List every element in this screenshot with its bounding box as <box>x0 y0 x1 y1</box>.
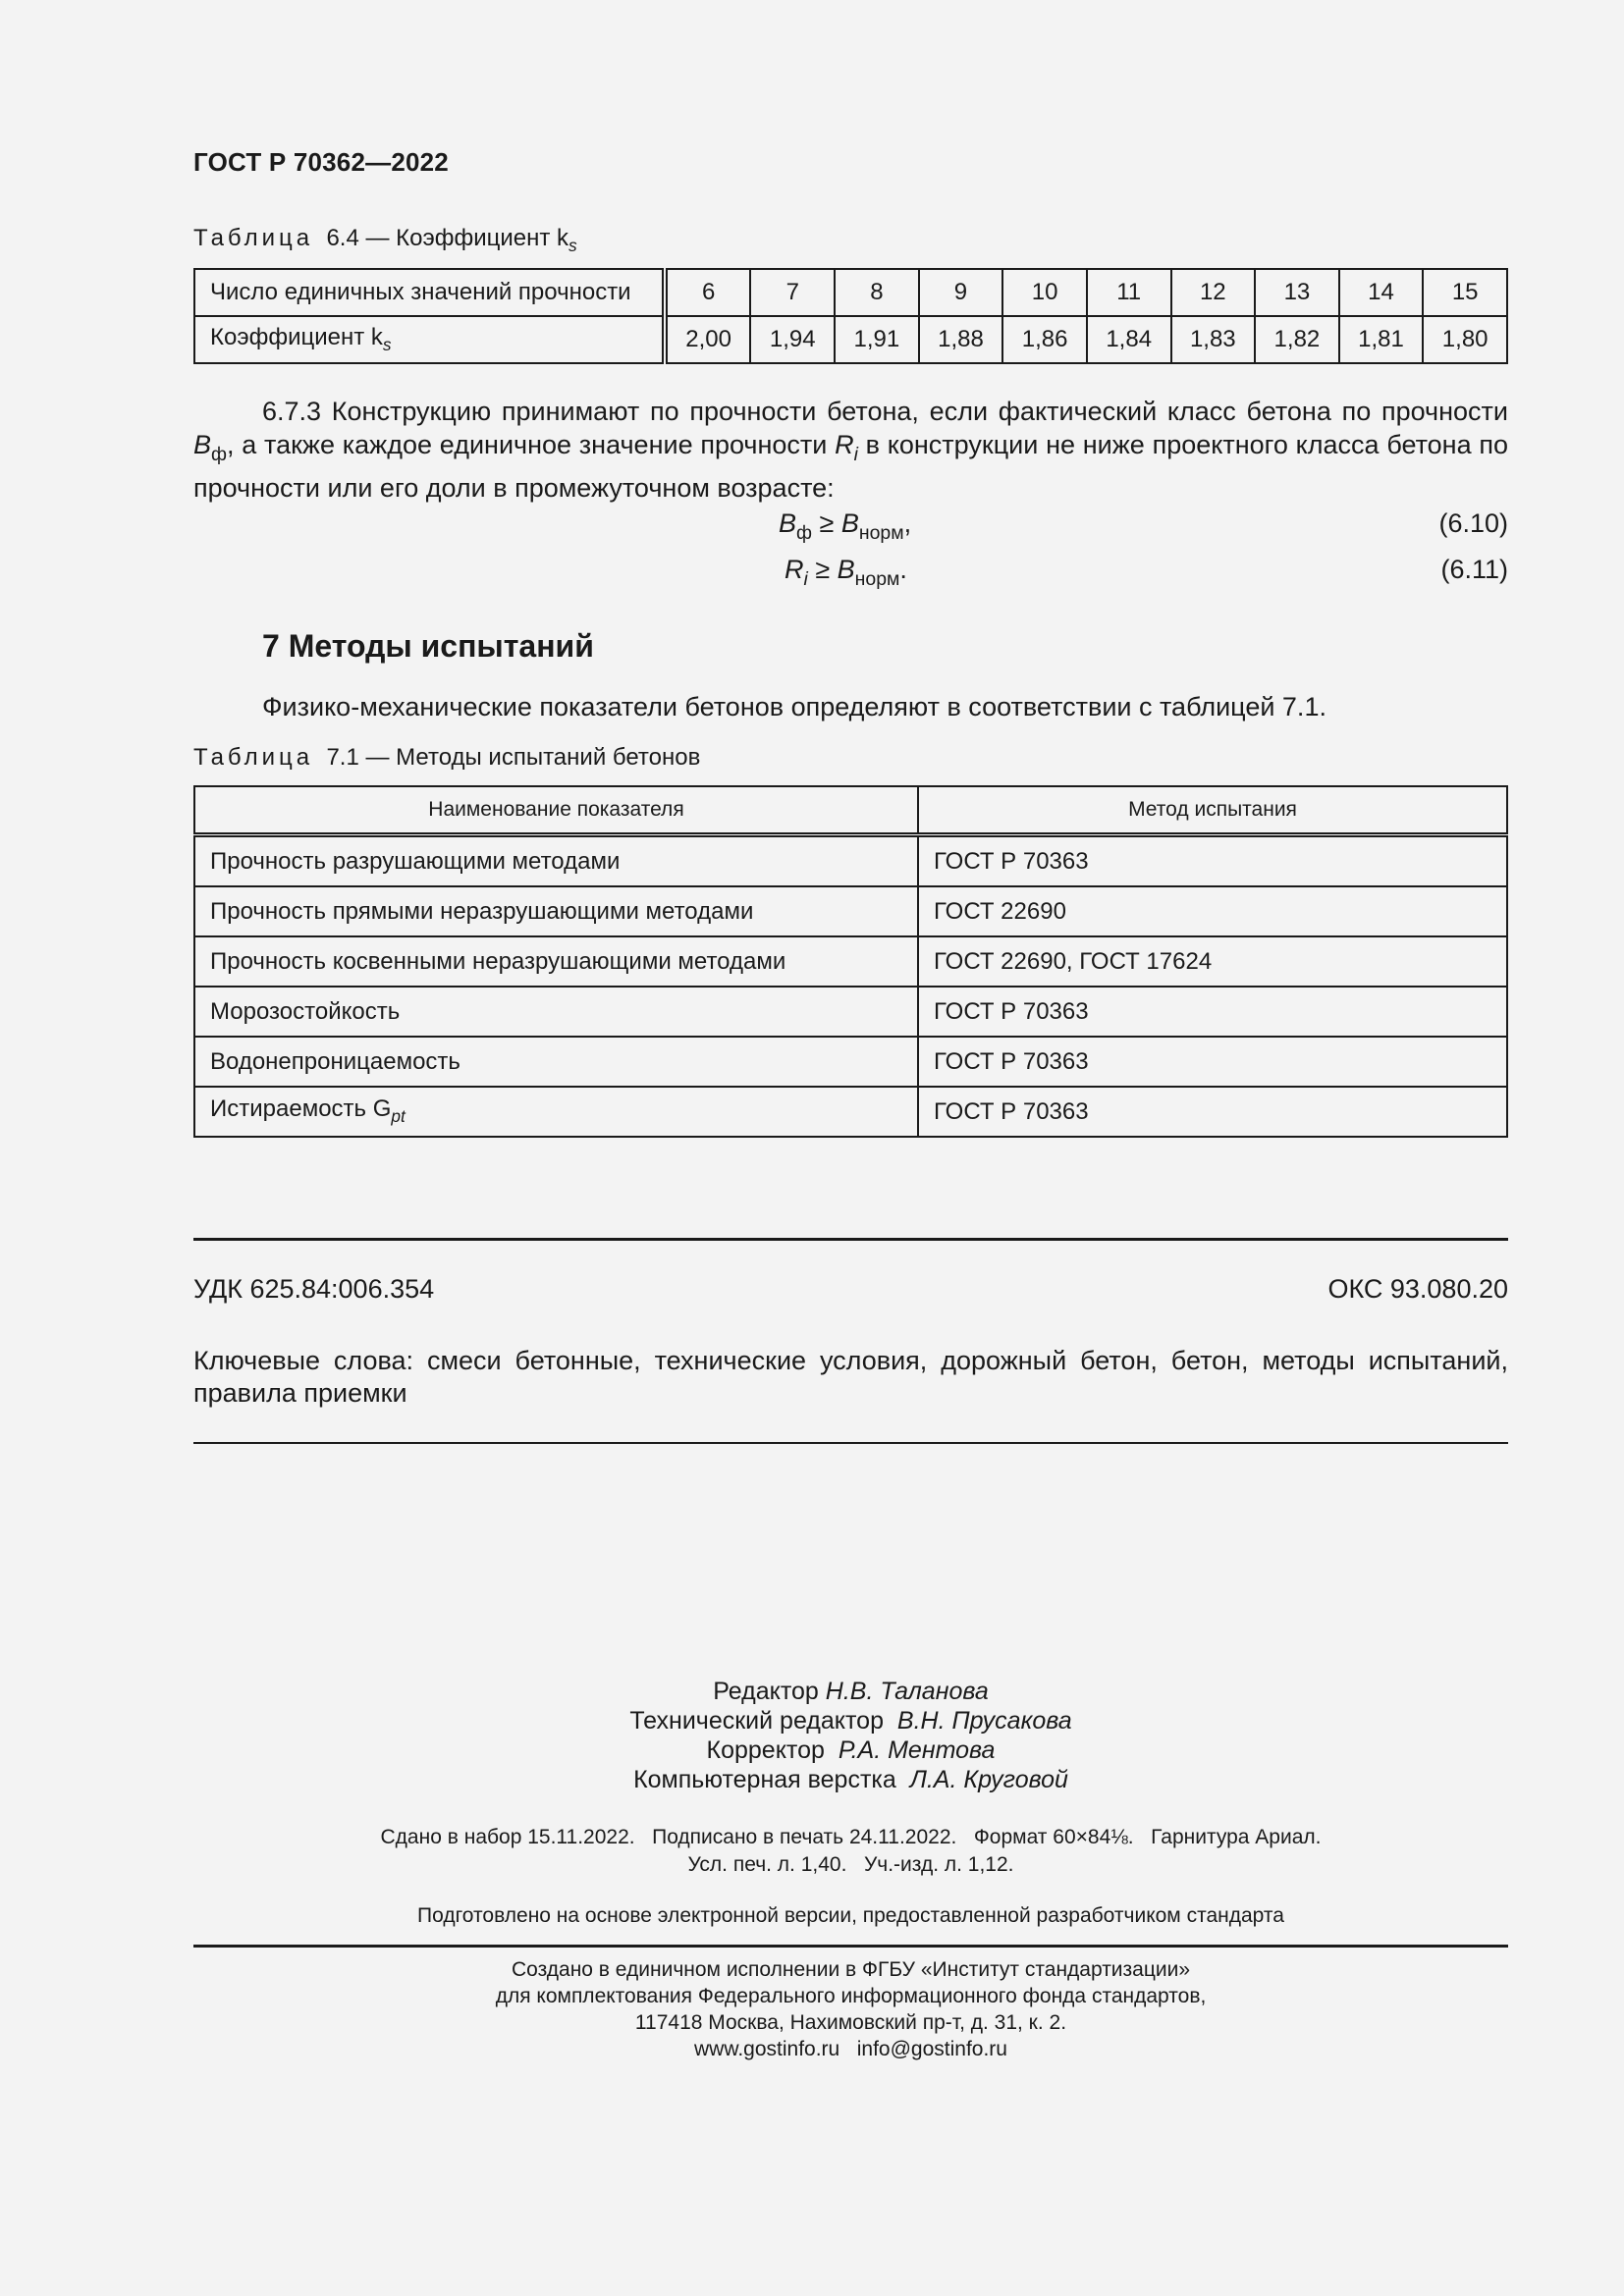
column-header: Наименование показателя <box>194 786 918 835</box>
table-cell: ГОСТ Р 70363 <box>918 987 1507 1037</box>
row-label: Коэффициент k <box>210 323 383 350</box>
table-cell: 1,81 <box>1339 316 1424 363</box>
table-cell: Прочность прямыми неразрушающими методами <box>194 886 918 936</box>
section-title: 7 Методы испытаний <box>262 628 594 664</box>
table-cell: 9 <box>919 269 1003 316</box>
formula-end: . <box>899 555 907 584</box>
staff-name: Р.А. Ментова <box>838 1736 996 1764</box>
publication-line: Усл. печ. л. 1,40. Уч.-изд. л. 1,12. <box>687 1853 1014 1876</box>
divider <box>193 1238 1508 1241</box>
staff-role: Корректор <box>706 1736 825 1764</box>
table-row <box>194 1037 1507 1087</box>
row-name-sub: pt <box>391 1106 406 1127</box>
formula-number: (6.11) <box>1440 555 1508 584</box>
table-cell: 1,82 <box>1255 316 1339 363</box>
var-b: B <box>193 430 212 459</box>
table-cell: 7 <box>750 269 835 316</box>
staff-role: Редактор <box>713 1678 819 1705</box>
table-cell: 1,88 <box>919 316 1003 363</box>
formula-lhs: B <box>779 508 797 538</box>
clause-6-7-3 <box>193 395 1508 505</box>
table-cell: Число единичных значений прочности <box>194 269 665 316</box>
table-cell <box>194 316 665 363</box>
publication-line: Сдано в набор 15.11.2022. Подписано в печать 24.11.2022. Формат 60×84⅛. Гарнитура Ариал. <box>380 1826 1322 1848</box>
staff-role: Компьютерная верстка <box>633 1766 896 1793</box>
var-r: R <box>835 430 854 459</box>
table-cell: 2,00 <box>665 316 751 363</box>
table-cell: 10 <box>1002 269 1087 316</box>
table-cell: ГОСТ Р 70363 <box>918 1087 1507 1137</box>
table-cell: ГОСТ 22690 <box>918 886 1507 936</box>
row-name: Истираемость G <box>210 1095 392 1123</box>
table-cell: 8 <box>835 269 919 316</box>
table-cell: 11 <box>1087 269 1171 316</box>
column-header: Метод испытания <box>918 786 1507 835</box>
table-cell: Водонепроницаемость <box>194 1037 918 1087</box>
table-cell: Морозостойкость <box>194 987 918 1037</box>
formula-number: (6.10) <box>1438 508 1508 538</box>
caption-text: 6.4 — Коэффициент k <box>326 225 569 251</box>
formula-6-11 <box>785 555 907 591</box>
table-cell: ГОСТ Р 70363 <box>918 1037 1507 1087</box>
publication-info <box>193 1824 1508 1879</box>
table-cell: 1,80 <box>1423 316 1507 363</box>
table-cell: 1,86 <box>1002 316 1087 363</box>
imprint-line: для комплектования Федерального информационного фонда стандартов, <box>495 1985 1207 2007</box>
formula-rhs: B <box>840 508 859 538</box>
table-cell: 15 <box>1423 269 1507 316</box>
table-cell: ГОСТ Р 70363 <box>918 835 1507 887</box>
caption-word: Таблица <box>193 744 314 771</box>
clause-text: 6.7.3 Конструкцию принимают по прочности бетона, если фактический класс бетона по прочности <box>262 397 1508 426</box>
staff-role: Технический редактор <box>629 1707 884 1735</box>
table-row <box>194 316 1507 363</box>
udk-code: УДК 625.84:006.354 <box>193 1274 435 1304</box>
caption-word: Таблица <box>193 225 314 251</box>
imprint-contacts <box>193 2036 1508 2062</box>
table-header-row <box>194 786 1507 835</box>
table-row <box>194 886 1507 936</box>
formula-op: ≥ <box>807 555 838 584</box>
formula-rhs-sub: норм <box>858 521 904 544</box>
clause-text: , а также каждое единичное значение прочности <box>227 430 836 459</box>
table-cell: ГОСТ 22690, ГОСТ 17624 <box>918 936 1507 987</box>
table-7-1 <box>193 785 1508 1138</box>
clause-text: в конструкции не ниже проектного класса бетона по прочности или его доли в промежуточном возрасте: <box>193 430 1508 503</box>
imprint-line: 117418 Москва, Нахимовский пр-т, д. 31, к. 2. <box>634 2011 1067 2034</box>
table-row <box>194 835 1507 887</box>
staff-credits <box>193 1677 1508 1794</box>
table-cell: 1,84 <box>1087 316 1171 363</box>
staff-name: Н.В. Таланова <box>825 1678 989 1705</box>
table-cell: 1,94 <box>750 316 835 363</box>
staff-line <box>193 1735 1508 1765</box>
formula-end: , <box>903 508 912 538</box>
table-6-4-caption <box>193 225 577 256</box>
table-cell: 14 <box>1339 269 1424 316</box>
staff-line <box>193 1706 1508 1735</box>
email-link[interactable]: info@gostinfo.ru <box>856 2038 1007 2060</box>
table-cell: 1,91 <box>835 316 919 363</box>
table-cell: 12 <box>1171 269 1256 316</box>
imprint <box>193 1956 1508 2062</box>
prepared-note: Подготовлено на основе электронной версии, предоставленной разработчиком стандарта <box>417 1904 1284 1927</box>
table-cell: 6 <box>665 269 751 316</box>
website-link[interactable]: www.gostinfo.ru <box>694 2038 840 2060</box>
oks-code: ОКС 93.080.20 <box>1327 1274 1508 1304</box>
staff-line <box>193 1677 1508 1706</box>
table-cell: 13 <box>1255 269 1339 316</box>
table-cell <box>194 1087 918 1137</box>
formula-lhs-sub: ф <box>796 521 813 544</box>
row-label-sub: s <box>382 335 392 355</box>
formula-6-10 <box>779 508 911 545</box>
table-row <box>194 936 1507 987</box>
formula-lhs: R <box>785 555 804 584</box>
table-cell: Прочность косвенными неразрушающими методами <box>194 936 918 987</box>
table-6-4 <box>193 268 1508 364</box>
table-cell: 1,83 <box>1171 316 1256 363</box>
var-r-sub: i <box>853 443 858 465</box>
divider <box>193 1442 1508 1444</box>
table-row <box>194 987 1507 1037</box>
formula-lhs-sub: i <box>803 567 808 590</box>
var-b-sub: ф <box>211 443 228 465</box>
caption-sub: s <box>568 236 577 256</box>
imprint-line: Создано в единичном исполнении в ФГБУ «Институт стандартизации» <box>511 1958 1191 1981</box>
document-header: ГОСТ Р 70362—2022 <box>193 147 449 177</box>
table-cell: Прочность разрушающими методами <box>194 835 918 887</box>
keywords: Ключевые слова: смеси бетонные, технические условия, дорожный бетон, бетон, методы испытаний, правила приемки <box>193 1346 1508 1408</box>
caption-text: 7.1 — Методы испытаний бетонов <box>326 744 701 771</box>
table-7-1-caption <box>193 744 700 772</box>
table-row <box>194 1087 1507 1137</box>
staff-line <box>193 1765 1508 1794</box>
formula-op: ≥ <box>812 508 841 538</box>
staff-name: В.Н. Прусакова <box>896 1707 1072 1735</box>
formula-rhs: B <box>837 555 855 584</box>
staff-name: Л.А. Круговой <box>909 1766 1068 1793</box>
divider <box>193 1945 1508 1948</box>
section-intro: Физико-механические показатели бетонов определяют в соответствии с таблицей 7.1. <box>262 692 1326 721</box>
table-row <box>194 269 1507 316</box>
formula-rhs-sub: норм <box>854 567 900 590</box>
